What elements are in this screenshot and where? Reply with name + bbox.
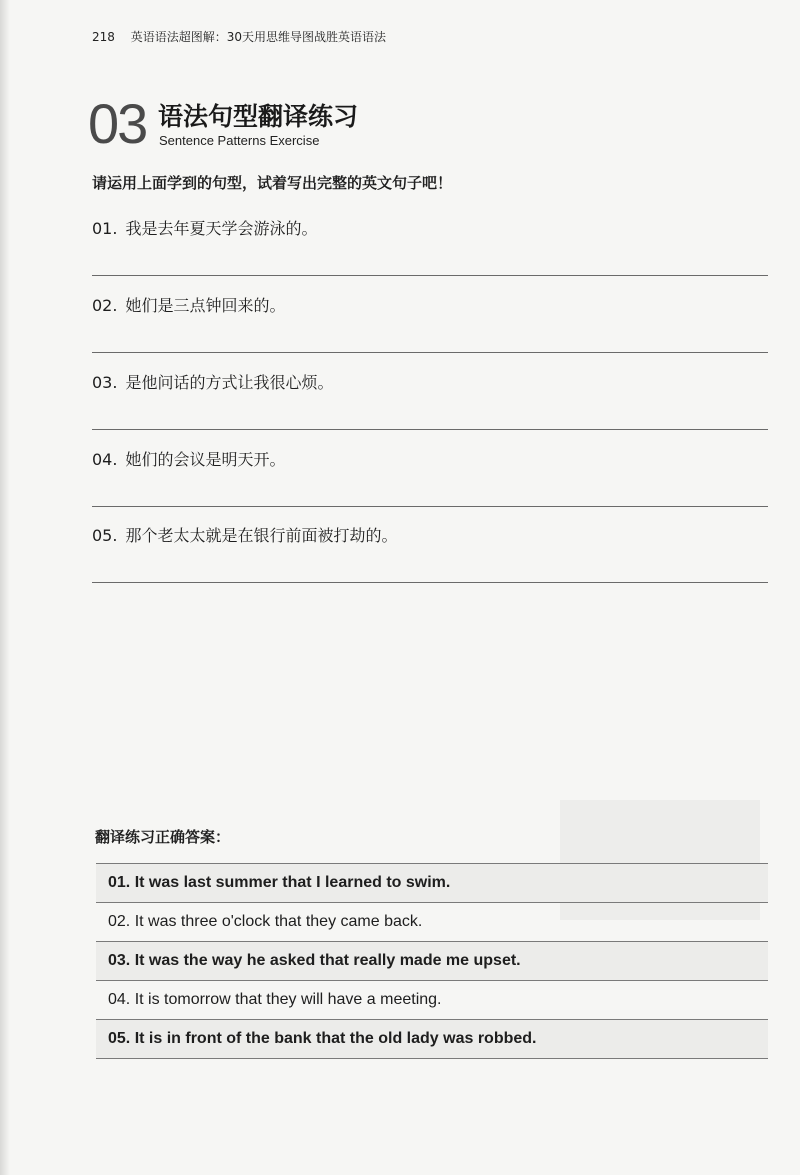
answer-line[interactable] xyxy=(92,429,768,430)
exercise-text: 她们的会议是明天开。 xyxy=(125,450,286,469)
running-header xyxy=(92,28,386,45)
answer-row xyxy=(96,902,768,941)
section-title: 语法句型翻译练习 xyxy=(158,102,359,131)
page-number: 218 xyxy=(92,30,115,44)
answer-text: 04. It is tomorrow that they will have a meeting. xyxy=(108,991,442,1008)
answer-line[interactable] xyxy=(92,275,768,276)
exercise-text: 那个老太太就是在银行前面被打劫的。 xyxy=(125,526,398,545)
exercise-number: 02. xyxy=(92,296,118,315)
section-heading xyxy=(88,92,688,156)
exercise-text: 她们是三点钟回来的。 xyxy=(125,296,286,315)
answer-line[interactable] xyxy=(92,506,768,507)
exercise-item xyxy=(92,296,768,356)
instruction-text: 请运用上面学到的句型，试着写出完整的英文句子吧！ xyxy=(92,174,453,192)
answer-line[interactable] xyxy=(92,352,768,353)
exercise-item xyxy=(92,450,768,510)
exercise-question xyxy=(92,373,333,393)
exercise-number: 01. xyxy=(92,219,118,238)
answer-row xyxy=(96,863,768,902)
book-title: 英语语法超图解：30天用思维导图战胜英语语法 xyxy=(130,30,387,44)
exercise-number: 04. xyxy=(92,450,118,469)
exercise-number: 03. xyxy=(92,373,118,392)
exercise-text: 是他问话的方式让我很心烦。 xyxy=(125,373,334,392)
answer-row xyxy=(96,980,768,1019)
exercise-question xyxy=(92,450,285,470)
exercise-text: 我是去年夏天学会游泳的。 xyxy=(125,219,318,238)
section-number: 03 xyxy=(88,92,147,155)
page-edge-shadow xyxy=(0,0,10,1175)
answers-title: 翻译练习正确答案： xyxy=(95,828,231,846)
exercise-item xyxy=(92,373,768,433)
exercise-number: 05. xyxy=(92,526,118,545)
answer-row xyxy=(96,941,768,980)
answer-text: 03. It was the way he asked that really made me upset. xyxy=(108,952,521,969)
answer-text: 05. It is in front of the bank that the old lady was robbed. xyxy=(108,1030,537,1047)
exercise-item xyxy=(92,526,768,586)
section-subtitle: Sentence Patterns Exercise xyxy=(159,133,320,148)
exercise-question xyxy=(92,296,285,316)
answer-line[interactable] xyxy=(92,582,768,583)
answer-row xyxy=(96,1019,768,1059)
exercise-question xyxy=(92,219,317,239)
exercise-item xyxy=(92,219,768,279)
answers-table xyxy=(96,863,768,1059)
answer-text: 02. It was three o'clock that they came back. xyxy=(108,913,423,930)
exercise-question xyxy=(92,526,397,546)
answer-text: 01. It was last summer that I learned to swim. xyxy=(108,874,451,891)
